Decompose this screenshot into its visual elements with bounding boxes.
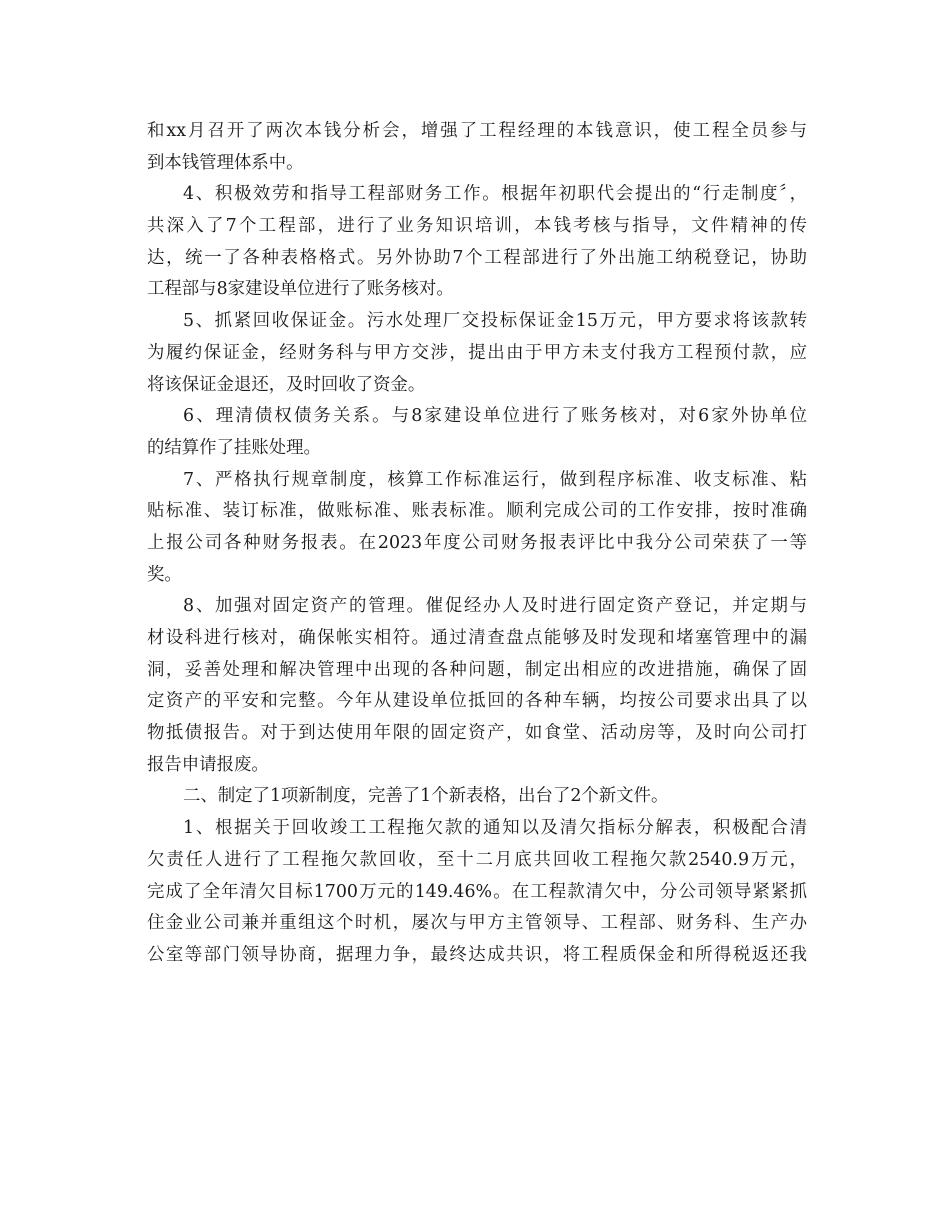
text-line: 物抵债报告。对于到达使用年限的固定资产，如食堂、活动房等，及时向公司打 bbox=[147, 723, 807, 744]
text-line: 工程部与8家建设单位进行了账务核对。 bbox=[147, 279, 454, 300]
text-line: 达，统一了各种表格格式。另外协助7个工程部进行了外出施工纳税登记，协助 bbox=[147, 247, 807, 268]
text-line: 欠责任人进行了工程拖欠款回收，至十二月底共回收工程拖欠款2540.9万元， bbox=[147, 849, 807, 870]
text-line: 贴标准、装订标准，做账标准、账表标准。顺利完成公司的工作安排，按时准确 bbox=[147, 501, 807, 522]
text-line: 4、积极效劳和指导工程部财务工作。根据年初职代会提出的“行走制度〞， bbox=[183, 184, 807, 205]
text-line: 到本钱管理体系中。 bbox=[147, 152, 304, 173]
text-line: 将该保证金退还，及时回收了资金。 bbox=[147, 374, 426, 395]
text-line: 7、严格执行规章制度，核算工作标准运行，做到程序标准、收支标准、粘 bbox=[183, 469, 807, 490]
text-line: 二、制定了1项新制度，完善了1个新表格，出台了2个新文件。 bbox=[183, 786, 669, 807]
text-line: 材设科进行核对，确保帐实相符。通过清查盘点能够及时发现和堵塞管理中的漏 bbox=[147, 628, 807, 648]
text-line: 6、理清债权债务关系。与8家建设单位进行了账务核对，对6家外协单位 bbox=[183, 406, 807, 427]
text-line: 定资产的平安和完整。今年从建设单位抵回的各种车辆，均按公司要求出具了以 bbox=[147, 691, 807, 712]
text-line: 奖。 bbox=[147, 564, 182, 585]
text-line: 共深入了7个工程部，进行了业务知识培训，本钱考核与指导，文件精神的传 bbox=[147, 216, 807, 237]
text-line: 8、加强对固定资产的管理。催促经办人及时进行固定资产登记，并定期与 bbox=[183, 596, 807, 617]
text-line: 1、根据关于回收竣工工程拖欠款的通知以及清欠指标分解表，积极配合清 bbox=[183, 818, 807, 839]
text-line: 5、抓紧回收保证金。污水处理厂交投标保证金15万元，甲方要求将该款转 bbox=[183, 311, 807, 332]
text-line: 的结算作了挂账处理。 bbox=[147, 437, 321, 458]
text-line: 完成了全年清欠目标1700万元的149.46%。在工程款清欠中，分公司领导紧紧抓 bbox=[147, 881, 807, 902]
document-body bbox=[147, 116, 807, 972]
text-line: 上报公司各种财务报表。在2023年度公司财务报表评比中我分公司荣获了一等 bbox=[147, 532, 807, 553]
text-line: 公室等部门领导协商，据理力争，最终达成共识，将工程质保金和所得税返还我 bbox=[147, 944, 807, 965]
text-line: 报告申请报废。 bbox=[147, 754, 269, 775]
text-line: 住金业公司兼并重组这个时机，屡次与甲方主管领导、工程部、财务科、生产办 bbox=[147, 913, 807, 934]
text-line: 和xx月召开了两次本钱分析会，增强了工程经理的本钱意识，使工程全员参与 bbox=[147, 121, 807, 141]
text-line: 为履约保证金，经财务科与甲方交涉，提出由于甲方未支付我方工程预付款，应 bbox=[147, 342, 807, 363]
text-line: 洞，妥善处理和解决管理中出现的各种问题，制定出相应的改进措施，确保了固 bbox=[147, 659, 807, 680]
